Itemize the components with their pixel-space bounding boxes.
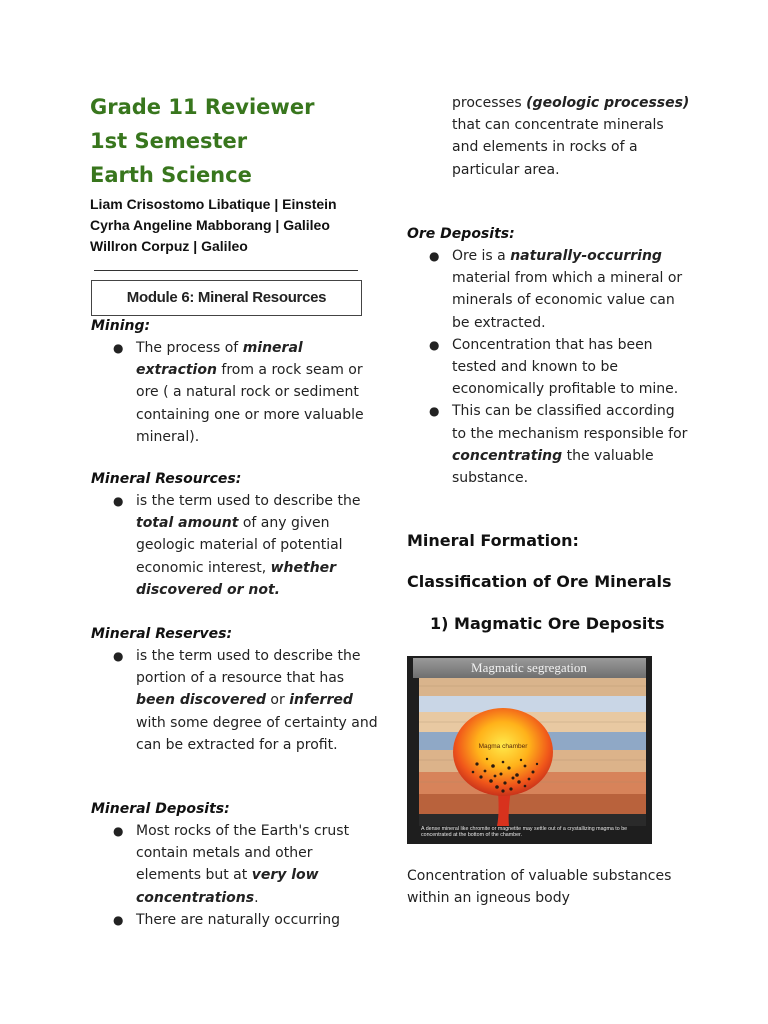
bullet-item: ● There are naturally occurring bbox=[91, 909, 381, 931]
author-line: Cyrha Angeline Mabborang | Galileo bbox=[90, 217, 330, 233]
deposits-continued bbox=[407, 92, 692, 181]
bullet-item: ● Most rocks of the Earth's crust contain metals and other elements but at very low concentrations. bbox=[91, 820, 381, 909]
bullet-icon: ● bbox=[113, 912, 124, 927]
title-grade: Grade 11 Reviewer bbox=[90, 95, 315, 119]
bullet-item: ● Concentration that has been tested and known to be economically profitable to mine. bbox=[407, 334, 692, 401]
bullet-icon: ● bbox=[429, 337, 440, 352]
bullet-item: ● This can be classified according to the mechanism responsible for concentrating the valuable substance. bbox=[407, 400, 692, 489]
figure-description: Concentration of valuable substances within an igneous body bbox=[407, 868, 672, 907]
module-title: Module 6: Mineral Resources bbox=[126, 289, 327, 306]
bullet-item: ● Ore is a naturally-occurring material from which a mineral or minerals of economic value can be extracted. bbox=[407, 245, 692, 334]
heading-magmatic-ore: 1) Magmatic Ore Deposits bbox=[430, 614, 665, 633]
section-mineral-reserves bbox=[91, 623, 381, 756]
bullet-icon: ● bbox=[113, 824, 124, 838]
heading-classification: Classification of Ore Minerals bbox=[407, 572, 672, 591]
magmatic-segregation-illustration bbox=[407, 656, 652, 844]
figure-caption: A dense mineral like chromite or magnetite may settle out of a crystallizing magma to be concentrated at the bottom of the chamber. bbox=[421, 826, 628, 838]
bullet-continuation: processes (geologic processes) that can concentrate minerals and elements in rocks of a particular area. bbox=[452, 95, 690, 178]
section-mineral-resources bbox=[91, 468, 381, 601]
section-mining bbox=[91, 315, 381, 448]
bullet-item: ● is the term used to describe the portion of a resource that has been discovered or inferred with some degree of certainty and can be extracted for a profit. bbox=[91, 645, 381, 756]
section-heading: Ore Deposits: bbox=[407, 226, 515, 242]
figure-title: Magmatic segregation bbox=[471, 660, 587, 675]
author-line: Liam Crisostomo Libatique | Einstein bbox=[90, 196, 337, 212]
section-ore-deposits bbox=[407, 223, 692, 489]
section-heading: Mineral Deposits: bbox=[91, 801, 230, 817]
section-mineral-deposits bbox=[91, 798, 381, 931]
title-subject: Earth Science bbox=[90, 163, 252, 187]
title-semester: 1st Semester bbox=[90, 129, 248, 153]
magmatic-segregation-figure bbox=[407, 656, 652, 844]
section-heading: Mining: bbox=[91, 318, 151, 334]
bullet-icon: ● bbox=[429, 404, 440, 419]
magma-chamber-label: Magma chamber bbox=[478, 743, 528, 750]
section-heading: Mineral Reserves: bbox=[91, 626, 233, 642]
bullet-item: ● is the term used to describe the total amount of any given geologic material of potential economic interest, whether discovered or not. bbox=[91, 490, 381, 601]
section-heading: Mineral Resources: bbox=[91, 471, 242, 487]
document-header bbox=[90, 90, 390, 257]
author-line: Willron Corpuz | Galileo bbox=[90, 238, 248, 254]
authors-list bbox=[90, 194, 390, 257]
divider bbox=[94, 270, 358, 271]
bullet-item: ● The process of mineral extraction from a rock seam or ore ( a natural rock or sediment containing one or more valuable mineral). bbox=[91, 337, 381, 448]
bullet-icon: ● bbox=[113, 494, 124, 508]
bullet-icon: ● bbox=[113, 649, 124, 663]
module-title-box bbox=[91, 280, 362, 316]
heading-mineral-formation: Mineral Formation: bbox=[407, 531, 579, 550]
bullet-icon: ● bbox=[429, 249, 440, 263]
bullet-icon: ● bbox=[113, 341, 124, 355]
